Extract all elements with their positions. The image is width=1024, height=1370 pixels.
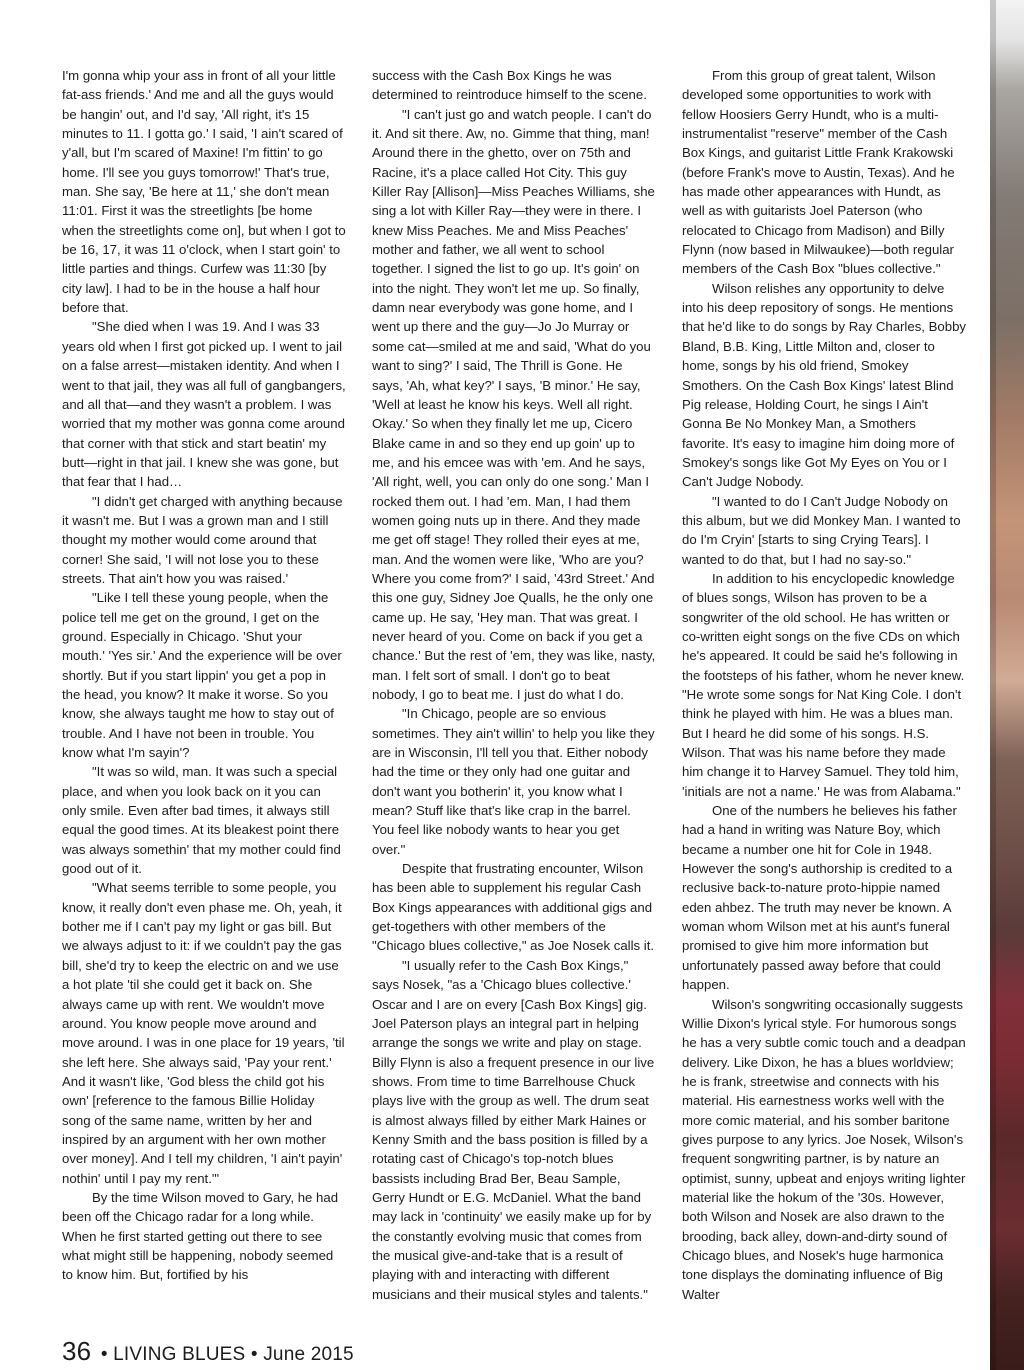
article-column-1 [62,66,346,1285]
paragraph: "Like I tell these young people, when the police tell me get on the ground, I get on the ground. Especially in Chicago. 'Shut your mouth.' 'Yes sir.' And the experience will be over shortly. But if you start lippin' you get a pop in the head, you know? It make it worse. So you know, she always taught me how to stay out of trouble. And I have not been in trouble. You know what I'm sayin'? [62,590,342,761]
paragraph: "I can't just go and watch people. I can't do it. And sit there. Aw, no. Gimme that thing, man! Around there in the ghetto, over on 75th and Racine, it's a place called Hot City. This guy Killer Ray [Allison]—Miss Peaches Williams, she sing a lot with Killer Ray—they were in there. I knew Miss Peaches. Me and Miss Peaches' mother and father, we all went to school together. I signed the list to go up. It's goin' on into the night. They won't let me up. So finally, damn near everybody was gone home, and I went up there and the guy—Jo Jo Murray or some cat—smiled at me and said, 'What do you want to sing?' I said, The Thrill is Gone. He says, 'Ah, what key?' I says, 'B minor.' He say, 'Well at least he know his keys. Well all right. Okay.' So when they finally let me up, Cicero Blake came in and so they end up goin' up to me, and his emcee was with 'em. And he says, 'All right, well, you can only do one song.' Man I rocked them out. I had 'em. Man, I had them women going nuts up in there. And they made me get off stage! They rolled their eyes at me, man. And the women were like, 'Who are you? Where you come from?' I said, '43rd Street.' And this one guy, Sidney Joe Qualls, he the only one came up. He say, 'Hey man. That was great. I never heard of you. Come on back if you get a chance.' But the rest of 'em, they was like, nasty, man. I felt sort of small. I don't go to beat nobody, I go to beat me. I just do what I do. [372,106,656,702]
page-gutter-shadow [990,0,996,1370]
page-footer [62,1336,354,1367]
adjacent-page-photo-edge [990,0,1024,1370]
paragraph: From this group of great talent, Wilson developed some opportunities to work with fellow Hoosiers Gerry Hundt, who is a multi-instrumentalist "reserve" member of the Cash Box Kings, and guitarist Little Frank Krakowski (before Frank's move to Austin, Texas). And he has made other appearances with Hundt, as well as with guitarists Joel Paterson (who relocated to Chicago from Madison) and Billy Flynn (now based in Milwaukee)—both regular members of the Cash Box "blues collective." [682,68,955,277]
paragraph: "I usually refer to the Cash Box Kings," says Nosek, "as a 'Chicago blues collective.' Oscar and I are on every [Cash Box Kings] gig. Joel Paterson plays an integral part in helping arrange the songs we write and play on stage. Billy Flynn is also a frequent presence in our live shows. From time to time Barrelhouse Chuck plays live with the group as well. The drum seat is almost always filled by either Mark Haines or Kenny Smith and the bass position is filled by a rotating cast of Chicago's top-notch blues bassists including Brad Ber, Beau Sample, Gerry Hundt or E.G. McDaniel. What the band may lack in 'continuity' we easily make up for by the constantly evolving music that comes from the musical give-and-take that is a result of playing with and interacting with different musicians and their musical styles and talents." [372,957,655,1302]
paragraph: "I didn't get charged with anything because it wasn't me. But I was a grown man and I still thought my mother would come around that corner! She said, 'I will not lose you to these streets. That ain't how you was raised.' [62,493,343,586]
paragraph: Wilson's songwriting occasionally suggests Willie Dixon's lyrical style. For humorous songs he has a very subtle comic touch and a deadpan delivery. Like Dixon, he has a blues worldview; he is frank, streetwise and connects with his material. His earnestness works well with the more comic material, and his somber baritone gives purpose to any lyrics. Joe Nosek, Wilson's frequent songwriting partner, is by nature an optimist, sunny, upbeat and enjoys writing lighter material like the hokum of the '30s. However, both Wilson and Nosek are also drawn to the brooding, back alley, down-and-dirty sound of Chicago blues, and Nosek's huge harmonica tone displays the dominating influence of Big Walter [682,996,966,1302]
paragraph: One of the numbers he believes his father had a hand in writing was Nature Boy, which became a number one hit for Cole in 1948. However the song's authorship is credited to a reclusive back-to-nature proto-hippie named eden ahbez. The truth may never be known. A woman whom Wilson met at his aunt's funeral promised to give him more information but unfortunately passed away before that could happen. [682,803,957,993]
paragraph: By the time Wilson moved to Gary, he had been off the Chicago radar for a long while. When he first started getting out there to see what might still be happening, nobody seemed to know him. But, fortified by his [62,1189,339,1283]
paragraph: In addition to his encyclopedic knowledge of blues songs, Wilson has proven to be a songwriter of the old school. He has written or co-written eight songs on the five CDs on which he's appeared. It could be said he's following in the footsteps of his father, whom he never knew. "He wrote some songs for Nat King Cole. I don't think he played with him. He was a blues man. But I heard he did some of his songs. H.S. Wilson. That was his name before they made him change it to Harvey Samuel. They told him, 'initials are not a name.' He was from Alabama." [682,570,965,799]
paragraph: Despite that frustrating encounter, Wilson has been able to supplement his regular Cash Box Kings appearances with additional gigs and get-togethers with other members of the "Chicago blues collective," as Joe Nosek calls it. [372,861,655,954]
paragraph: "What seems terrible to some people, you know, it really don't even phase me. Oh, yeah, it bother me if I can't pay my light or gas bill. But we always adjust to it: if we couldn't pay the gas bill, she'd try to keep the electric on and we use a hot plate 'til she could get it back on. She always came up with rent. We wouldn't move around. You know people move around and move around. I was in one place for 19 years, 'til she left here. She always said, 'Pay your rent.' And it wasn't like, 'God bless the child got his own' [reference to the famous Billie Holiday song of the same name, written by her and inspired by an argument with her own mother over money]. And I tell my children, 'I ain't payin' nothin' until I pay my rent.'" [62,880,345,1186]
page-number: 36 [62,1336,92,1366]
paragraph: success with the Cash Box Kings he was determined to reintroduce himself to the scene. [372,68,647,103]
paragraph: "It was so wild, man. It was such a special place, and when you look back on it you can only smile. Even after bad times, it always still equal the good times. At its bleakest point there was always somethin' that my mother could find good out of it. [62,764,341,877]
paragraph: "I wanted to do I Can't Judge Nobody on this album, but we did Monkey Man. I wanted to do I'm Cryin' [starts to sing Crying Tears]. I wanted to do that, but I had no say-so." [682,493,961,567]
article-column-3 [682,66,966,1304]
paragraph: "In Chicago, people are so envious sometimes. They ain't willin' to help you like they are in Wisconsin, I'll tell you that. Either nobody had the time or they only had one guitar and don't want you botherin' it, you know what I mean? Stuff like that's like crap in the barrel. You feel like nobody wants to hear you get over." [372,706,655,857]
article-column-2 [372,66,656,1304]
paragraph: Wilson relishes any opportunity to delve into his deep repository of songs. He mentions that he'd like to do songs by Ray Charles, Bobby Bland, B.B. King, Little Milton and, closer to home, songs by his old friend, Smokey Smothers. On the Cash Box Kings' latest Blind Pig release, Holding Court, he sings I Ain't Gonna Be No Monkey Man, a Smothers favorite. It's easy to imagine him doing more of Smokey's songs like Got My Eyes on You or I Can't Judge Nobody. [682,280,967,490]
paragraph: "She died when I was 19. And I was 33 years old when I first got picked up. I went to jail on a false arrest—mistaken identity. And when I went to that jail, they was all full of gangbangers, and all that—and they wasn't a problem. I was worried that my mother was gonna come around that corner with that stick and start beatin' my butt—right in that jail. I knew she was gone, but that fear that I had… [62,319,346,490]
paragraph: I'm gonna whip your ass in front of all your little fat-ass friends.' And me and all the guys would be hangin' out, and I'd say, 'All right, it's 15 minutes to 11. I gotta go.' I said, 'I ain't scared of y'all, but I'm scared of Maxine! I'm fittin' to go home. I'll see you guys tomorrow!' That's true, man. She say, 'Be here at 11,' she don't mean 11:01. First it was the streetlights [be home when the streetlights come on], but when I got to be 16, 17, it was 11 o'clock, when I start goin' to little parties and things. Curfew was 11:30 [by city law]. I had to be in the house a half hour before that. [62,68,346,316]
footer-publication: • LIVING BLUES • June 2015 [100,1344,354,1365]
